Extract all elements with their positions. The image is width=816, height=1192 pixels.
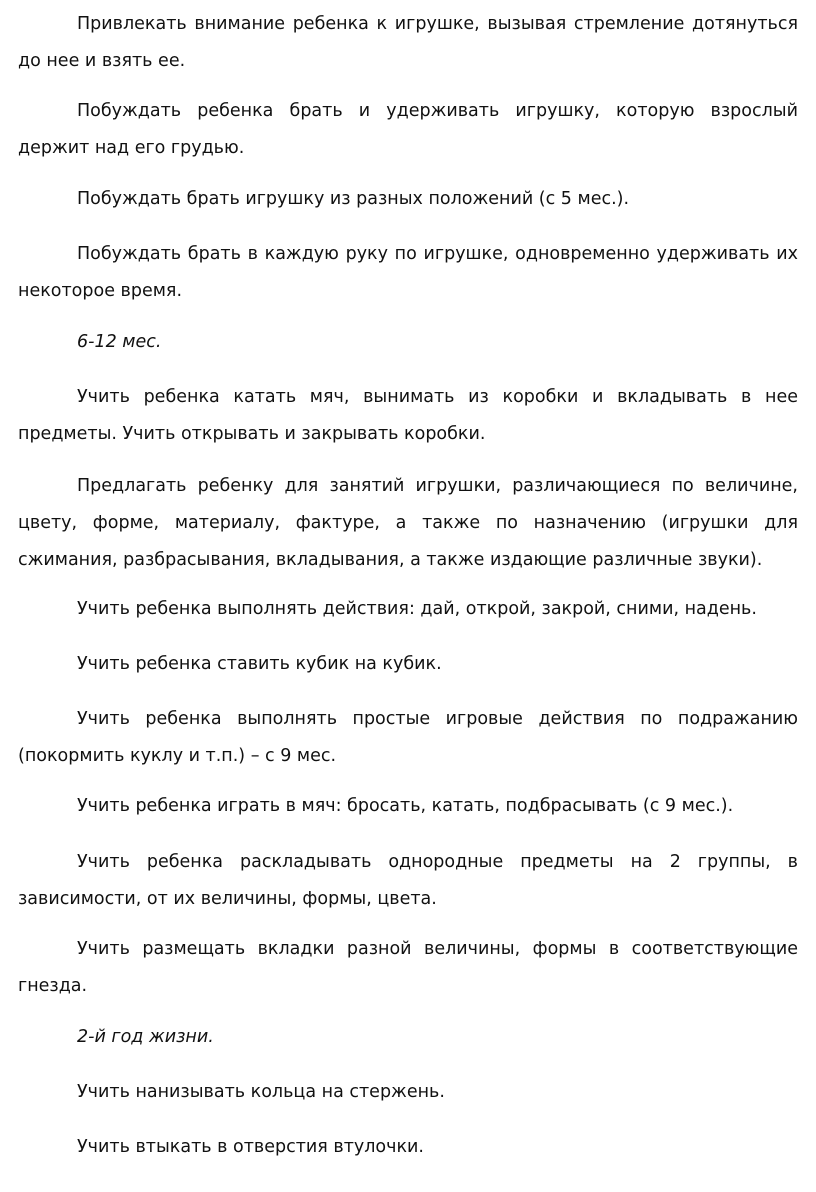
paragraph: Учить ребенка ставить кубик на кубик. — [77, 654, 442, 674]
section-heading: 2-й год жизни. — [77, 1027, 214, 1047]
paragraph: Привлекать внимание ребенка к игрушке, вызывая стремление дотянуться до нее и взять ее. — [18, 14, 798, 71]
paragraph: Учить нанизывать кольца на стержень. — [77, 1082, 445, 1102]
paragraph: Учить ребенка выполнять действия: дай, открой, закрой, сними, надень. — [77, 599, 757, 619]
paragraph: Учить ребенка играть в мяч: бросать, катать, подбрасывать (с 9 мес.). — [77, 796, 734, 816]
section-heading: 6-12 мес. — [77, 332, 162, 352]
paragraph: Учить ребенка раскладывать однородные предметы на 2 группы, в зависимости, от их величины, формы, цвета. — [18, 852, 798, 909]
paragraph: Побуждать ребенка брать и удерживать игрушку, которую взрослый держит над его грудью. — [18, 101, 798, 158]
paragraph: Побуждать брать игрушку из разных положений (с 5 мес.). — [77, 189, 630, 209]
paragraph: Учить размещать вкладки разной величины, формы в соответствующие гнезда. — [18, 939, 798, 996]
paragraph: Учить втыкать в отверстия втулочки. — [77, 1137, 424, 1157]
paragraph: Учить ребенка выполнять простые игровые действия по подражанию (покормить куклу и т.п.) – с 9 мес. — [18, 709, 798, 766]
paragraph: Побуждать брать в каждую руку по игрушке, одновременно удерживать их некоторое время. — [18, 244, 798, 301]
paragraph: Учить ребенка катать мяч, вынимать из коробки и вкладывать в нее предметы. Учить открывать и закрывать коробки. — [18, 387, 798, 444]
paragraph: Предлагать ребенку для занятий игрушки, различающиеся по величине, цвету, форме, материалу, фактуре, а также по назначению (игрушки для сжимания, разбрасывания, вкладывания, а также издающие различные звуки). — [18, 476, 798, 570]
